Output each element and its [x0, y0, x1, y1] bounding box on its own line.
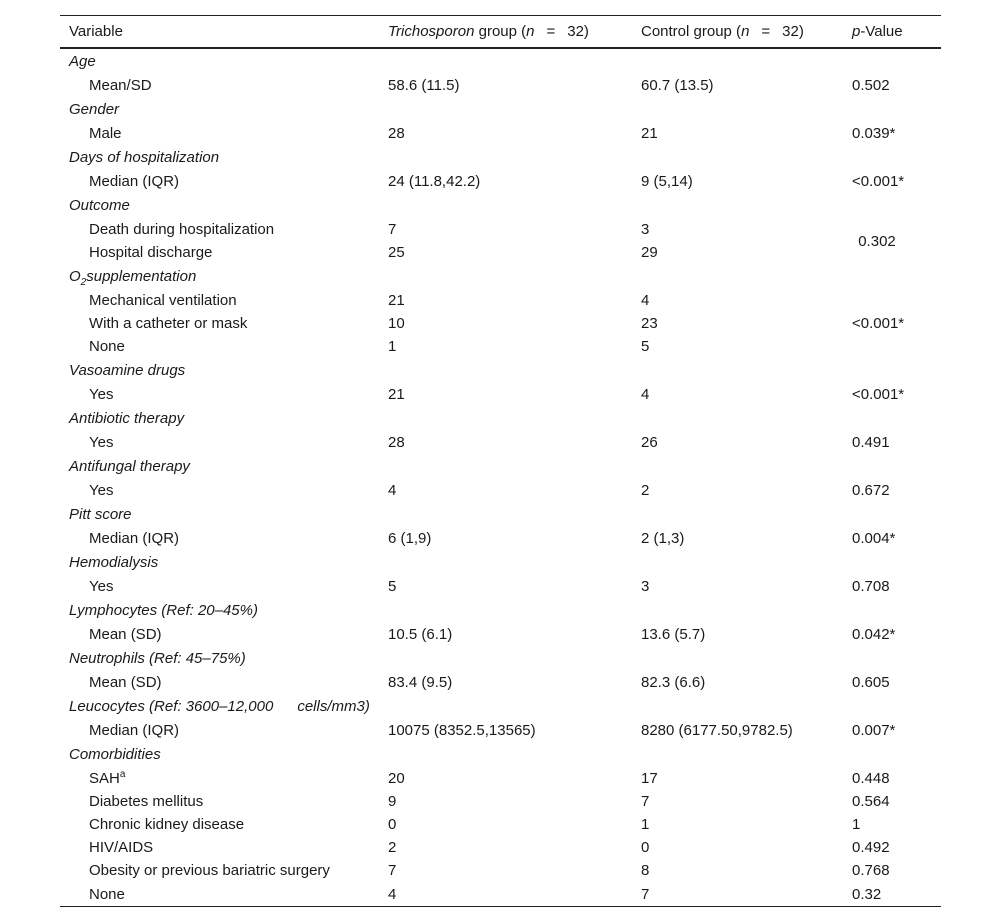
row-label: Mechanical ventilation: [89, 292, 237, 309]
trich-value: 1: [388, 338, 397, 355]
control-value: 17: [641, 770, 658, 787]
p-value: 0.042*: [852, 626, 896, 643]
control-value: 29: [641, 244, 658, 261]
table-header-row: [60, 16, 941, 49]
trich-value: 25: [388, 244, 405, 261]
control-value: 7: [632, 882, 843, 907]
control-value: 1: [641, 816, 650, 833]
trich-value: 0: [388, 816, 397, 833]
p-value: <0.001*: [852, 386, 905, 403]
group-label: Leucocytes (Ref: 3600–12,000 cells/mm3): [69, 698, 370, 715]
group-label: Days of hospitalization: [69, 149, 220, 166]
control-value: 26: [641, 434, 658, 451]
group-row-outcome: [60, 193, 941, 218]
table-row: [60, 218, 941, 241]
control-value: 0: [641, 839, 650, 856]
trich-value: 21: [388, 292, 405, 309]
table-row: [60, 74, 941, 97]
table-row: [60, 479, 941, 502]
comparison-table: [60, 15, 941, 907]
group-label: Hemodialysis: [69, 554, 159, 571]
p-value: 0.32: [843, 882, 941, 907]
group-label: Outcome: [69, 197, 130, 214]
p-value: <0.001*: [852, 315, 905, 332]
control-value: 4: [641, 292, 650, 309]
p-value: 0.007*: [852, 722, 896, 739]
trich-value: 2: [388, 839, 397, 856]
group-row-lymphocytes: [60, 598, 941, 623]
header-p-value: p-Value: [843, 16, 941, 49]
table-row: [60, 312, 941, 335]
table-row: [60, 836, 941, 859]
row-label: Median (IQR): [89, 530, 180, 547]
group-row-gender: [60, 97, 941, 122]
group-label: Lymphocytes (Ref: 20–45%): [69, 602, 258, 619]
header-trichosporon-group: Trichosporon group (n = 32): [379, 16, 632, 49]
group-row-neutrophils: [60, 646, 941, 671]
table-row: [60, 335, 941, 358]
p-value: 1: [852, 816, 861, 833]
trich-value: 9: [388, 793, 397, 810]
row-label: Death during hospitalization: [89, 221, 275, 238]
trich-value: 20: [388, 770, 405, 787]
row-label: Obesity or previous bariatric surgery: [89, 862, 330, 879]
control-value: 8280 (6177.50,9782.5): [641, 722, 793, 739]
group-label: Age: [69, 53, 96, 70]
control-value: 8: [641, 862, 650, 879]
table-row: [60, 671, 941, 694]
trich-value: 7: [388, 221, 397, 238]
table-row: [60, 623, 941, 646]
control-value: 60.7 (13.5): [641, 77, 714, 94]
table-row: [60, 813, 941, 836]
control-value: 2 (1,3): [641, 530, 685, 547]
group-row-leucocytes: [60, 694, 941, 719]
p-value: 0.492: [852, 839, 890, 856]
row-label: HIV/AIDS: [89, 839, 154, 856]
row-label: Mean (SD): [89, 626, 162, 643]
p-value: 0.768: [852, 862, 890, 879]
table-row: [60, 767, 941, 790]
header-control-group: Control group (n = 32): [632, 16, 843, 49]
p-value: 0.708: [852, 578, 890, 595]
table-row: [60, 719, 941, 742]
group-label: Gender: [69, 101, 120, 118]
table-row: [60, 790, 941, 813]
control-value: 9 (5,14): [641, 173, 693, 190]
group-row-o2-supplementation: [60, 264, 941, 289]
p-value: 0.564: [852, 793, 890, 810]
trich-value: 6 (1,9): [388, 530, 432, 547]
row-label: Yes: [89, 434, 114, 451]
row-label: Hospital discharge: [89, 244, 213, 261]
control-value: 3: [641, 578, 650, 595]
group-label: Vasoamine drugs: [69, 362, 186, 379]
footnote-marker: a: [119, 769, 126, 780]
row-label: Median (IQR): [89, 173, 180, 190]
row-label: Mean/SD: [89, 77, 152, 94]
row-label: None: [89, 338, 125, 355]
table-row: [60, 170, 941, 193]
control-value: 13.6 (5.7): [641, 626, 706, 643]
table-row: [60, 431, 941, 454]
group-label: Antibiotic therapy: [69, 410, 185, 427]
trich-value: 28: [388, 125, 405, 142]
control-value: 3: [641, 221, 650, 238]
control-value: 4: [641, 386, 650, 403]
table-row: [60, 289, 941, 312]
trich-value: 7: [388, 862, 397, 879]
group-row-antibiotic-therapy: [60, 406, 941, 431]
group-row-comorbidities: [60, 742, 941, 767]
p-value: 0.302: [858, 232, 896, 250]
group-label: Comorbidities: [69, 746, 161, 763]
group-row-hemodialysis: [60, 550, 941, 575]
trich-value: 28: [388, 434, 405, 451]
comparison-table-container: [60, 15, 941, 907]
p-value: 0.004*: [852, 530, 896, 547]
group-label: Pitt score: [69, 506, 132, 523]
row-label: Yes: [89, 482, 114, 499]
group-row-antifungal-therapy: [60, 454, 941, 479]
row-label: Mean (SD): [89, 674, 162, 691]
row-label: Diabetes mellitus: [89, 793, 204, 810]
control-value: 5: [641, 338, 650, 355]
table-row: [60, 122, 941, 145]
row-label: SAH$^a$: [89, 769, 126, 787]
group-row-vasoamine-drugs: [60, 358, 941, 383]
trich-value: 21: [388, 386, 405, 403]
row-label: Male: [89, 125, 122, 142]
trich-value: 83.4 (9.5): [388, 674, 453, 691]
row-label: Yes: [89, 578, 114, 595]
group-label: Antifungal therapy: [69, 458, 190, 475]
group-label: $O_2supplementation$: [69, 268, 197, 288]
row-label: None: [60, 882, 379, 907]
table-row: [60, 383, 941, 406]
p-value: <0.001*: [852, 173, 905, 190]
trich-value: 58.6 (11.5): [388, 77, 460, 94]
trich-value: 5: [388, 578, 397, 595]
control-value: 21: [641, 125, 658, 142]
header-variable: Variable: [60, 16, 379, 49]
table-row: [60, 859, 941, 882]
control-value: 82.3 (6.6): [641, 674, 706, 691]
trich-value: 10075 (8352.5,13565): [388, 722, 536, 739]
table-row: [60, 241, 941, 264]
control-value: 23: [641, 315, 658, 332]
table-row: [60, 882, 941, 907]
trich-value: 10.5 (6.1): [388, 626, 453, 643]
trich-value: 24 (11.8,42.2): [388, 173, 481, 190]
table-row: [60, 575, 941, 598]
p-value: 0.039*: [852, 125, 896, 142]
table-row: [60, 527, 941, 550]
control-value: 7: [641, 793, 650, 810]
trich-value: 4: [388, 482, 397, 499]
group-row-pitt-score: [60, 502, 941, 527]
p-value: 0.502: [852, 77, 890, 94]
trich-value: 4: [379, 882, 632, 907]
p-value: 0.448: [852, 770, 890, 787]
row-label: With a catheter or mask: [89, 315, 248, 332]
trich-value: 10: [388, 315, 405, 332]
p-value: 0.672: [852, 482, 890, 499]
p-value: 0.605: [852, 674, 890, 691]
row-label: Chronic kidney disease: [89, 816, 245, 833]
row-label: Yes: [89, 386, 114, 403]
row-label: Median (IQR): [89, 722, 180, 739]
group-row-age: [60, 48, 941, 74]
group-row-days-of-hospitalization: [60, 145, 941, 170]
control-value: 2: [641, 482, 650, 499]
group-label: Neutrophils (Ref: 45–75%): [69, 650, 246, 667]
p-value: 0.491: [852, 434, 890, 451]
